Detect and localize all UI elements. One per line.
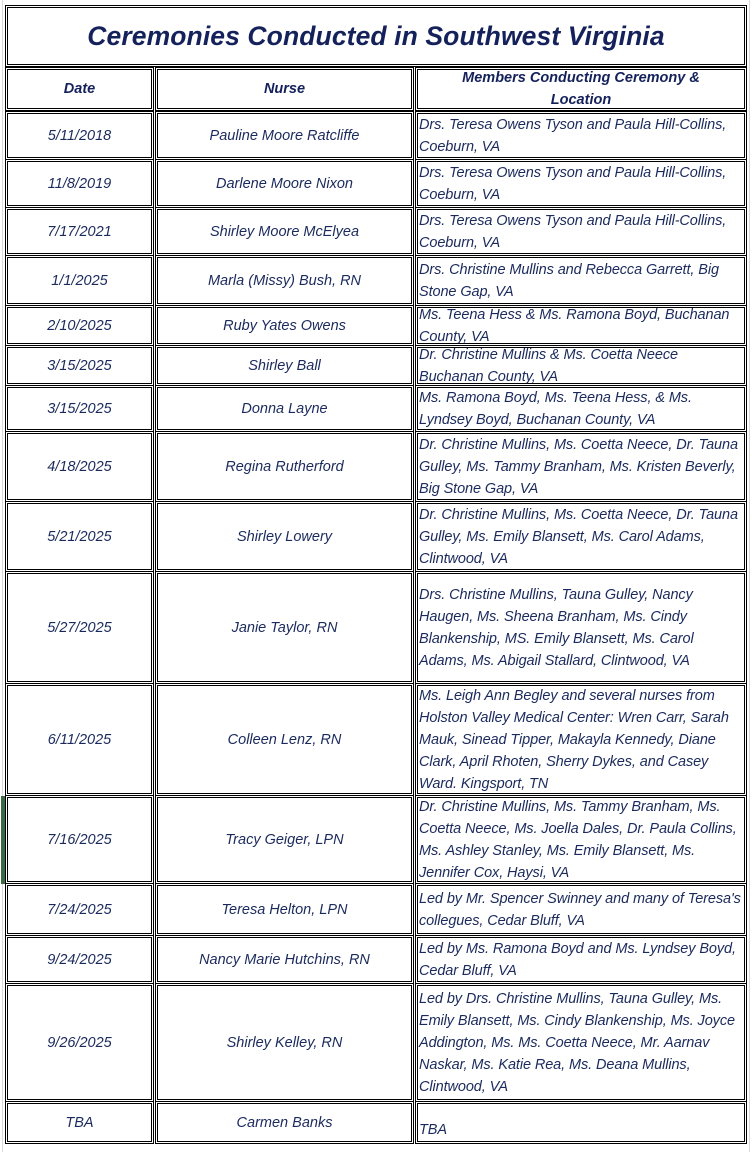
members-cell-text: Dr. Christine Mullins & Ms. Coetta Neece Buchanan County, VA bbox=[419, 346, 678, 385]
date-cell-text: 7/17/2021 bbox=[47, 223, 112, 240]
date-cell-text: 9/26/2025 bbox=[47, 1034, 112, 1051]
nurse-cell[interactable] bbox=[155, 571, 414, 684]
header-nurse-label: Nurse bbox=[263, 81, 306, 97]
date-cell-text: 3/15/2025 bbox=[47, 400, 112, 417]
members-cell-text: Ms. Teena Hess & Ms. Ramona Boyd, Buchanan County, VA bbox=[419, 306, 730, 345]
nurse-cell-text: Carmen Banks bbox=[236, 1114, 333, 1131]
nurse-cell[interactable] bbox=[155, 883, 414, 936]
nurse-cell[interactable] bbox=[155, 255, 414, 306]
nurse-cell-text: Janie Taylor, RN bbox=[231, 619, 338, 636]
nurse-cell[interactable] bbox=[155, 983, 414, 1102]
members-cell[interactable] bbox=[415, 305, 747, 346]
members-cell[interactable] bbox=[415, 111, 747, 160]
date-cell[interactable] bbox=[5, 983, 154, 1102]
header-members-label: Members Conducting Ceremony & Location bbox=[462, 70, 700, 108]
nurse-cell[interactable] bbox=[155, 385, 414, 432]
nurse-cell-text: Darlene Moore Nixon bbox=[215, 175, 353, 192]
members-cell-text: Dr. Christine Mullins, Ms. Coetta Neece, Dr. Tauna Gulley, Ms. Tammy Branham, Ms. Kristen Beverly, Big Stone Gap, VA bbox=[419, 436, 738, 497]
nurse-cell[interactable] bbox=[155, 207, 414, 256]
nurse-cell-text: Shirley Kelley, RN bbox=[226, 1034, 343, 1051]
gridline bbox=[2, 0, 3, 1152]
nurse-cell-text: Regina Rutherford bbox=[225, 458, 344, 475]
date-cell-text: 6/11/2025 bbox=[47, 731, 112, 748]
nurse-cell-text: Ruby Yates Owens bbox=[223, 317, 346, 334]
nurse-cell-text: Donna Layne bbox=[241, 400, 328, 417]
date-cell-text: 7/16/2025 bbox=[47, 831, 112, 848]
date-cell[interactable] bbox=[5, 305, 154, 346]
date-cell[interactable] bbox=[5, 883, 154, 936]
members-cell-text: TBA bbox=[419, 1122, 447, 1138]
members-cell-text: Drs. Teresa Owens Tyson and Paula Hill-Collins, Coeburn, VA bbox=[419, 116, 727, 155]
date-cell[interactable] bbox=[5, 255, 154, 306]
date-cell-text: 4/18/2025 bbox=[47, 458, 112, 475]
nurse-cell-text: Pauline Moore Ratcliffe bbox=[209, 127, 360, 144]
nurse-cell[interactable] bbox=[155, 305, 414, 346]
members-cell[interactable] bbox=[415, 501, 747, 572]
members-cell-text: Led by Mr. Spencer Swinney and many of Teresa's collegues, Cedar Bluff, VA bbox=[419, 890, 741, 929]
members-cell-text: Dr. Christine Mullins, Ms. Coetta Neece, Dr. Tauna Gulley, Ms. Emily Blansett, Ms. Carol Adams, Clintwood, VA bbox=[419, 506, 738, 567]
members-cell-text: Drs. Teresa Owens Tyson and Paula Hill-Collins, Coeburn, VA bbox=[419, 212, 727, 251]
nurse-cell-text: Shirley Lowery bbox=[236, 528, 333, 545]
header-date[interactable] bbox=[5, 67, 154, 111]
header-date-label: Date bbox=[63, 81, 96, 97]
members-cell[interactable] bbox=[415, 883, 747, 936]
nurse-cell[interactable] bbox=[155, 159, 414, 208]
date-cell-text: 5/27/2025 bbox=[47, 619, 112, 636]
nurse-cell[interactable] bbox=[155, 431, 414, 502]
date-cell-text: 2/10/2025 bbox=[47, 317, 112, 334]
date-cell[interactable] bbox=[5, 345, 154, 386]
date-cell-text: TBA bbox=[65, 1114, 94, 1131]
members-cell[interactable] bbox=[415, 159, 747, 208]
date-cell-text: 11/8/2019 bbox=[47, 175, 112, 192]
date-cell[interactable] bbox=[5, 159, 154, 208]
members-cell-text: Led by Ms. Ramona Boyd and Ms. Lyndsey Boyd, Cedar Bluff, VA bbox=[419, 940, 736, 979]
members-cell-text: Drs. Teresa Owens Tyson and Paula Hill-Collins, Coeburn, VA bbox=[419, 164, 727, 203]
members-cell-text: Ms. Ramona Boyd, Ms. Teena Hess, & Ms. Lyndsey Boyd, Buchanan County, VA bbox=[419, 389, 692, 428]
nurse-cell[interactable] bbox=[155, 683, 414, 796]
members-cell[interactable] bbox=[415, 345, 747, 386]
date-cell[interactable] bbox=[5, 431, 154, 502]
members-cell[interactable] bbox=[415, 571, 747, 684]
nurse-cell-text: Tracy Geiger, LPN bbox=[225, 831, 344, 848]
nurse-cell[interactable] bbox=[155, 1101, 414, 1144]
nurse-cell[interactable] bbox=[155, 111, 414, 160]
members-cell[interactable] bbox=[415, 983, 747, 1102]
members-cell-text: Ms. Leigh Ann Begley and several nurses from Holston Valley Medical Center: Wren Carr, Sarah Mauk, Sinead Tipper, Makayla Kennedy, Diane Clark, April Rhoten, Sherry Dykes, and Casey Ward. Kingsport, TN bbox=[419, 687, 729, 792]
nurse-cell[interactable] bbox=[155, 501, 414, 572]
date-cell[interactable] bbox=[5, 683, 154, 796]
date-cell[interactable] bbox=[5, 571, 154, 684]
date-cell[interactable] bbox=[5, 501, 154, 572]
members-cell[interactable] bbox=[415, 385, 747, 432]
date-cell-text: 5/21/2025 bbox=[47, 528, 112, 545]
date-cell-text: 7/24/2025 bbox=[47, 901, 112, 918]
members-cell[interactable] bbox=[415, 683, 747, 796]
nurse-cell-text: Teresa Helton, LPN bbox=[221, 901, 348, 918]
date-cell[interactable] bbox=[5, 1101, 154, 1144]
nurse-cell-text: Colleen Lenz, RN bbox=[227, 731, 342, 748]
nurse-cell-text: Shirley Moore McElyea bbox=[209, 223, 360, 240]
date-cell-text: 9/24/2025 bbox=[47, 951, 112, 968]
nurse-cell-text: Marla (Missy) Bush, RN bbox=[207, 272, 362, 289]
title-text: Ceremonies Conducted in Southwest Virginia bbox=[87, 21, 665, 51]
table-title bbox=[5, 5, 747, 67]
members-cell[interactable] bbox=[415, 207, 747, 256]
members-cell-text: Dr. Christine Mullins, Ms. Tammy Branham, Ms. Coetta Neece, Ms. Joella Dales, Dr. Paula Collins, Ms. Ashley Stanley, Ms. Emily Blansett, Ms. Jennifer Cox, Haysi, VA bbox=[419, 798, 737, 881]
date-cell[interactable] bbox=[5, 207, 154, 256]
date-cell[interactable] bbox=[5, 935, 154, 984]
nurse-cell-text: Nancy Marie Hutchins, RN bbox=[199, 951, 370, 968]
members-cell[interactable] bbox=[415, 935, 747, 984]
members-cell[interactable] bbox=[415, 1101, 747, 1144]
members-cell-text: Drs. Christine Mullins, Tauna Gulley, Nancy Haugen, Ms. Sheena Branham, Ms. Cindy Blankenship, MS. Emily Blansett, Ms. Carol Adams, Ms. Abigail Stallard, Clintwood, VA bbox=[419, 586, 694, 669]
nurse-cell[interactable] bbox=[155, 345, 414, 386]
date-cell[interactable] bbox=[5, 111, 154, 160]
members-cell[interactable] bbox=[415, 431, 747, 502]
date-cell-text: 5/11/2018 bbox=[47, 127, 112, 144]
nurse-cell-text: Shirley Ball bbox=[248, 357, 321, 374]
date-cell[interactable] bbox=[5, 795, 154, 884]
header-members[interactable] bbox=[415, 67, 747, 111]
date-cell-text: 3/15/2025 bbox=[47, 357, 112, 374]
gridline bbox=[749, 0, 750, 1152]
date-cell-text: 1/1/2025 bbox=[51, 272, 108, 289]
nurse-cell[interactable] bbox=[155, 935, 414, 984]
members-cell-text: Led by Drs. Christine Mullins, Tauna Gulley, Ms. Emily Blansett, Ms. Cindy Blankenship, Ms. Joyce Addington, Ms. Ms. Coetta Neece, Mr. Aarnav Naskar, Ms. Katie Rea, Ms. Deana Mullins, Clintwood, VA bbox=[419, 990, 735, 1095]
members-cell-text: Drs. Christine Mullins and Rebecca Garrett, Big Stone Gap, VA bbox=[419, 261, 719, 300]
header-nurse[interactable] bbox=[155, 67, 414, 111]
members-cell[interactable] bbox=[415, 795, 747, 884]
nurse-cell[interactable] bbox=[155, 795, 414, 884]
row-selection-marker bbox=[1, 796, 5, 884]
members-cell[interactable] bbox=[415, 255, 747, 306]
date-cell[interactable] bbox=[5, 385, 154, 432]
